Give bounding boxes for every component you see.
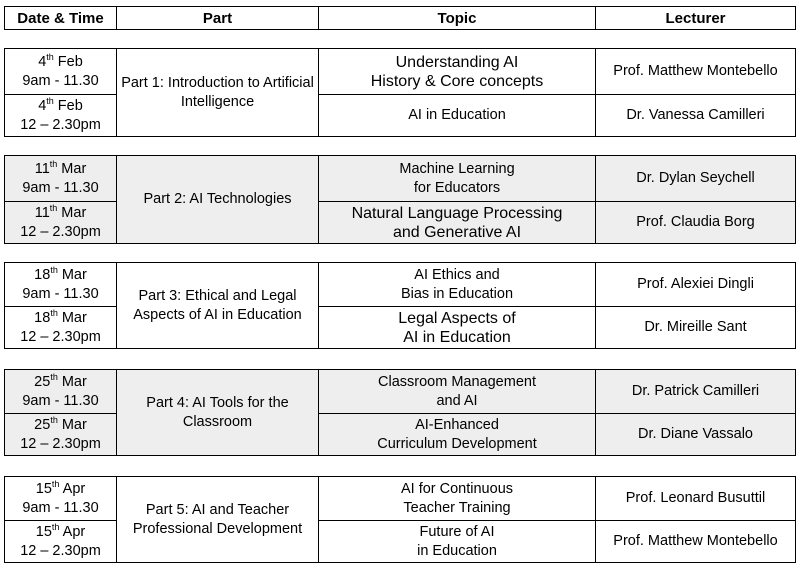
session-lecturer: Prof. Matthew Montebello	[596, 521, 796, 563]
session-day-suffix: th	[50, 371, 58, 382]
session-row	[5, 477, 796, 521]
session-time: 12 – 2.30pm	[20, 542, 101, 559]
session-day-suffix: th	[51, 478, 60, 489]
session-date-time	[5, 95, 117, 137]
session-lecturer: Prof. Matthew Montebello	[596, 49, 796, 95]
session-topic-line1: AI in Education	[408, 107, 506, 123]
session-topic-line2: AI in Education	[403, 328, 511, 346]
header-part: Part	[117, 7, 319, 30]
session-topic-line1: AI-Enhanced	[415, 416, 499, 433]
session-lecturer: Dr. Diane Vassalo	[596, 414, 796, 456]
session-day-suffix: th	[46, 51, 54, 62]
session-topic-line1: AI Ethics and	[414, 266, 500, 283]
session-topic	[319, 95, 596, 137]
session-row	[5, 49, 796, 95]
session-topic-line2: and AI	[436, 392, 478, 409]
part-title: Part 2: AI Technologies	[117, 156, 319, 244]
session-time: 12 – 2.30pm	[20, 328, 101, 345]
session-day: 18	[34, 266, 51, 283]
session-month: Mar	[57, 373, 87, 390]
session-topic-line2: and Generative AI	[392, 223, 522, 241]
session-topic-line2: History & Core concepts	[370, 72, 544, 90]
session-day: 4	[38, 97, 47, 114]
session-topic	[319, 521, 596, 563]
session-day: 18	[34, 309, 51, 326]
session-row	[5, 156, 796, 202]
session-month: Feb	[53, 97, 83, 114]
part-block	[4, 155, 796, 244]
session-date-time	[5, 156, 117, 202]
header-topic: Topic	[319, 7, 596, 30]
part-title: Part 1: Introduction to Artificial Intelligence	[117, 49, 319, 137]
session-lecturer: Prof. Alexiei Dingli	[596, 263, 796, 307]
session-time: 9am - 11.30	[22, 285, 99, 302]
session-topic-line1: Classroom Management	[378, 373, 536, 390]
session-date-time	[5, 263, 117, 307]
session-date-time	[5, 202, 117, 244]
session-row	[5, 263, 796, 307]
session-row	[5, 370, 796, 414]
session-day-suffix: th	[50, 307, 58, 318]
session-day: 15	[35, 523, 52, 540]
session-day: 11	[34, 160, 50, 177]
session-topic-line2: Bias in Education	[400, 285, 514, 302]
part-block	[4, 48, 796, 137]
session-month: Mar	[57, 416, 87, 433]
session-date-time	[5, 477, 117, 521]
session-day-suffix: th	[51, 521, 60, 532]
session-topic	[319, 49, 596, 95]
session-day-suffix: th	[49, 202, 58, 213]
session-date-time	[5, 414, 117, 456]
session-topic	[319, 307, 596, 349]
session-topic-line2: for Educators	[413, 179, 501, 196]
session-topic	[319, 263, 596, 307]
session-day: 25	[34, 373, 51, 390]
session-date-time	[5, 370, 117, 414]
session-topic-line1: Understanding AI	[395, 53, 519, 71]
session-month: Mar	[57, 266, 87, 283]
header-lecturer: Lecturer	[596, 7, 796, 30]
part-title: Part 4: AI Tools for the Classroom	[117, 370, 319, 456]
session-month: Feb	[53, 53, 83, 70]
session-month: Apr	[59, 480, 86, 497]
session-month: Apr	[59, 523, 86, 540]
session-topic-line2: in Education	[417, 542, 497, 559]
part-title: Part 5: AI and Teacher Professional Development	[117, 477, 319, 563]
session-topic-line2: Curriculum Development	[377, 435, 537, 452]
part-title: Part 3: Ethical and Legal Aspects of AI in Education	[117, 263, 319, 349]
session-time: 12 – 2.30pm	[20, 116, 101, 133]
session-day: 11	[34, 204, 50, 221]
header-row	[5, 7, 796, 30]
session-time: 9am - 11.30	[22, 179, 99, 196]
session-time: 9am - 11.30	[22, 499, 99, 516]
session-month: Mar	[57, 204, 87, 221]
session-time: 12 – 2.30pm	[20, 435, 101, 452]
session-topic-line2: Teacher Training	[403, 499, 511, 516]
session-lecturer: Prof. Leonard Busuttil	[596, 477, 796, 521]
session-day-suffix: th	[46, 95, 54, 106]
session-time: 9am - 11.30	[22, 72, 99, 89]
session-day: 15	[35, 480, 52, 497]
session-date-time	[5, 521, 117, 563]
session-lecturer: Dr. Dylan Seychell	[596, 156, 796, 202]
session-day: 25	[34, 416, 51, 433]
session-date-time	[5, 49, 117, 95]
session-topic-line1: Future of AI	[419, 523, 495, 540]
session-day: 4	[38, 53, 47, 70]
session-date-time	[5, 307, 117, 349]
session-time: 9am - 11.30	[22, 392, 99, 409]
session-lecturer: Dr. Patrick Camilleri	[596, 370, 796, 414]
session-lecturer: Dr. Vanessa Camilleri	[596, 95, 796, 137]
session-topic-line1: Natural Language Processing	[351, 204, 563, 222]
session-month: Mar	[57, 160, 87, 177]
session-topic	[319, 414, 596, 456]
schedule-header	[4, 6, 796, 30]
session-day-suffix: th	[50, 264, 58, 275]
session-time: 12 – 2.30pm	[20, 223, 101, 240]
session-lecturer: Dr. Mireille Sant	[596, 307, 796, 349]
part-block	[4, 476, 796, 563]
part-block	[4, 262, 796, 349]
session-topic-line1: AI for Continuous	[400, 480, 514, 497]
session-topic	[319, 477, 596, 521]
session-day-suffix: th	[49, 158, 58, 169]
session-month: Mar	[57, 309, 87, 326]
session-topic	[319, 202, 596, 244]
session-day-suffix: th	[50, 414, 58, 425]
session-topic	[319, 370, 596, 414]
part-block	[4, 369, 796, 456]
header-date-time: Date & Time	[5, 7, 117, 30]
session-lecturer: Prof. Claudia Borg	[596, 202, 796, 244]
session-topic-line1: Legal Aspects of	[398, 309, 516, 327]
session-topic-line1: Machine Learning	[399, 160, 515, 177]
session-topic	[319, 156, 596, 202]
